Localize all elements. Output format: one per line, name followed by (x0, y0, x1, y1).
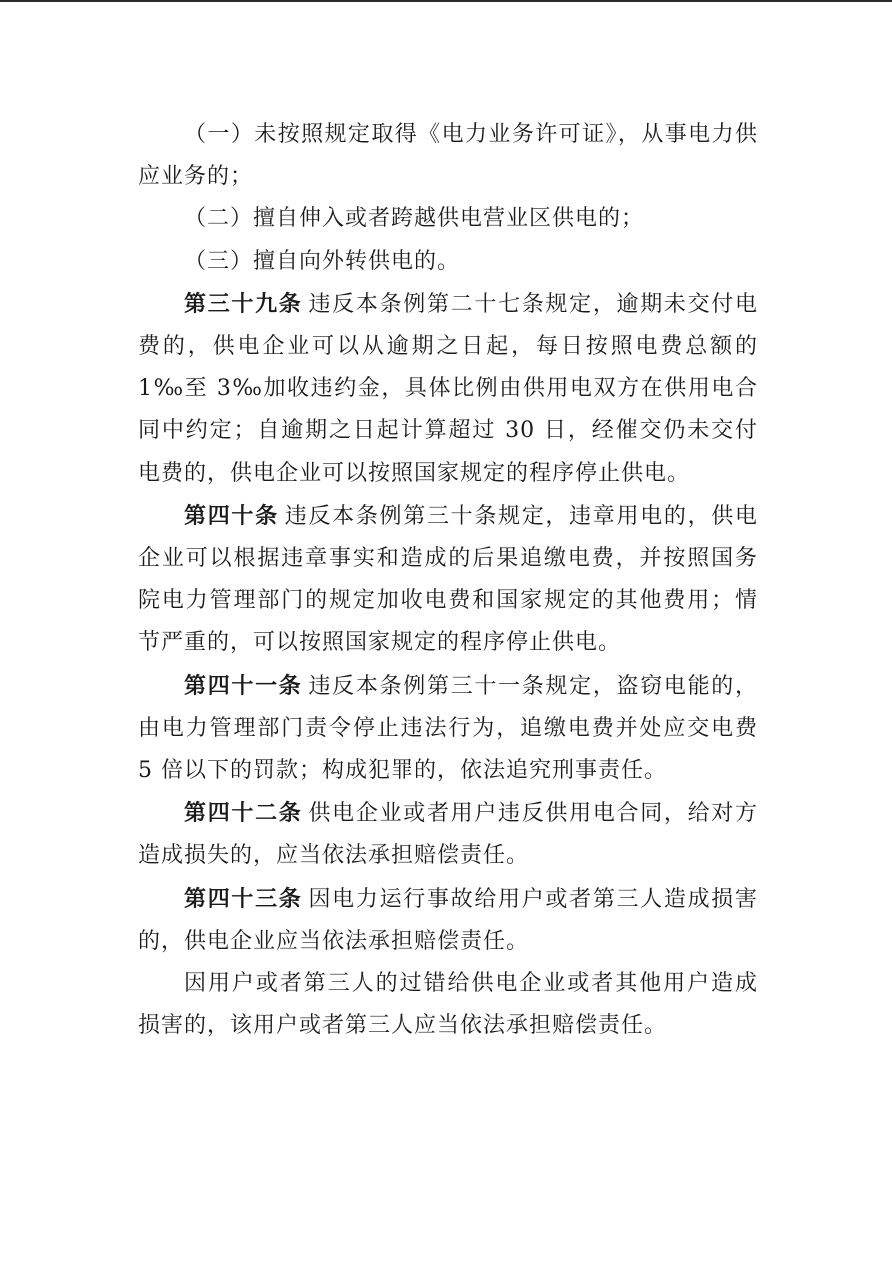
list-item-3: （三）擅自向外转供电的。 (184, 248, 461, 274)
article-43 (138, 878, 758, 963)
article-text: 供电企业或者用户违反供用电合同，给对方造成损失的，应当依法承担赔偿责任。 (138, 801, 758, 869)
article-text: 因电力运行事故给用户或者第三人造成损害的，供电企业应当依法承担赔偿责任。 (138, 886, 758, 954)
article-number: 第四十条 (184, 502, 279, 529)
article-42 (138, 792, 758, 877)
article-text: 违反本条例第三十一条规定，盗窃电能的，由电力管理部门责令停止违法行为，追缴电费并处应交电费 5 倍以下的罚款；构成犯罪的，依法追究刑事责任。 (138, 673, 758, 784)
article-number: 第四十一条 (184, 672, 303, 699)
closing-paragraph: 因用户或者第三人的过错给供电企业或者其他用户造成损害的，该用户或者第三人应当依法承担赔偿责任。 (138, 971, 758, 1039)
list-item-1: （一）未按照规定取得《电力业务许可证》，从事电力供应业务的； (138, 122, 758, 190)
list-item-2: （二）擅自伸入或者跨越供电营业区供电的； (184, 206, 645, 232)
article-text: 违反本条例第二十七条规定，逾期未交付电费的，供电企业可以从逾期之日起，每日按照电费总额的 1‰至 3‰加收违约金，具体比例由供用电双方在供用电合同中约定；自逾期之日起计算超过 30 日，经催交仍未交付电费的，供电企业可以按照国家规定的程序停止供电。 (138, 291, 758, 486)
article-number: 第四十三条 (184, 885, 303, 912)
article-number: 第三十九条 (184, 290, 303, 317)
article-40 (138, 495, 758, 665)
article-41 (138, 665, 758, 793)
article-text: 违反本条例第三十条规定，违章用电的，供电企业可以根据违章事实和造成的后果追缴电费，并按照国务院电力管理部门的规定加收电费和国家规定的其他费用；情节严重的，可以按照国家规定的程序停止供电。 (138, 503, 758, 656)
document-page (138, 114, 758, 1047)
article-number: 第四十二条 (184, 800, 303, 827)
article-39 (138, 283, 758, 495)
page-top-border (0, 0, 892, 2)
